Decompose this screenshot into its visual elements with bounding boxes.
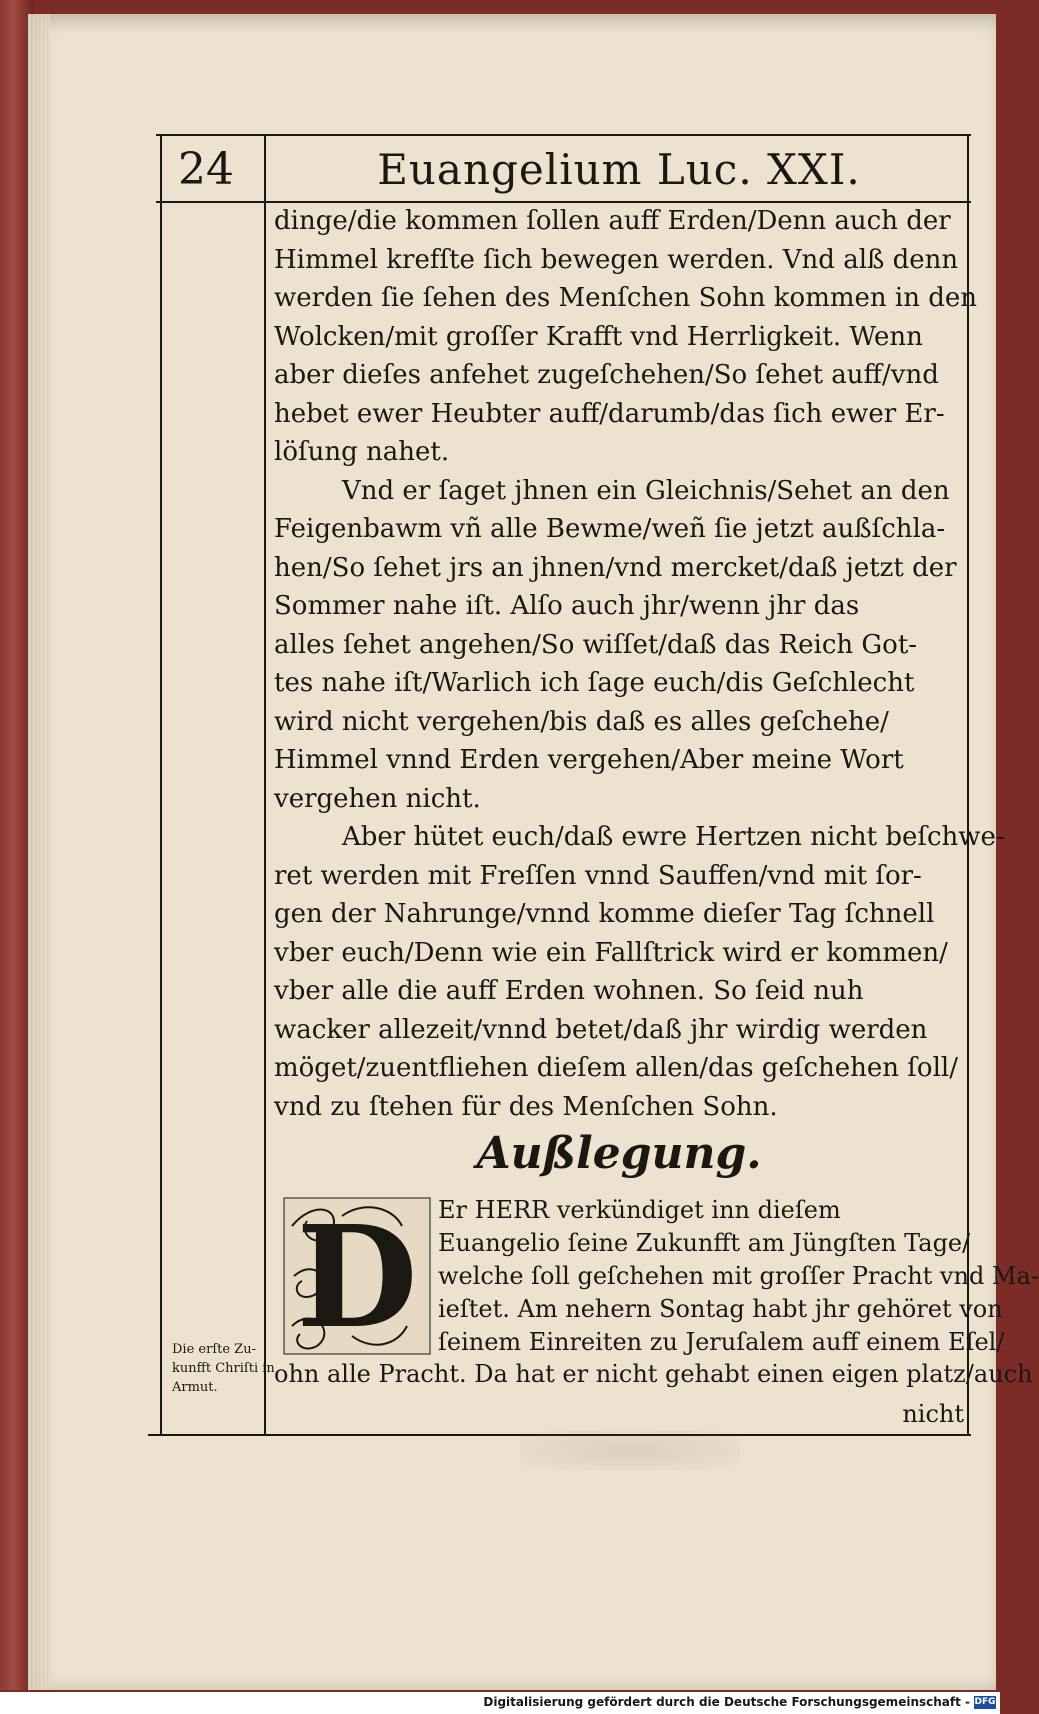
text-line: Euangelio ſeine Zukunfft am Jüngſten Tage/ xyxy=(438,1229,971,1257)
text-line: tes nahe iſt/Warlich ich ſage euch/dis Geſchlecht xyxy=(274,668,915,698)
frame-left-rule xyxy=(160,134,162,1436)
text-line: gen der Nahrunge/vnnd komme dieſer Tag ſchnell xyxy=(274,899,935,929)
page-number: 24 xyxy=(178,144,234,195)
text-line: dinge/die kommen ſollen auff Erden/Denn auch der xyxy=(274,206,951,236)
text-line: ieſtet. Am nehern Sontag habt jhr gehöret von xyxy=(438,1295,1003,1323)
text-line: werden ſie ſehen des Menſchen Sohn kommen in den xyxy=(274,283,978,313)
text-line: ſeinem Einreiten zu Jeruſalem auff einem Eſel/ xyxy=(438,1328,1005,1356)
text-line: Feigenbawm vñ alle Bewme/weñ ſie jetzt außſchla- xyxy=(274,514,946,544)
text-line: möget/zuentfliehen dieſem allen/das geſchehen ſoll/ xyxy=(274,1053,958,1083)
commentary-opening xyxy=(438,1194,1039,1359)
section-heading: Außlegung. xyxy=(476,1128,762,1179)
footer-credit: Digitalisierung gefördert durch die Deutsche Forschungsgemeinschaft - xyxy=(483,1695,970,1709)
text-line: Sommer nahe iſt. Alſo auch jhr/wenn jhr das xyxy=(274,591,860,621)
text-line: welche ſoll geſchehen mit groſſer Pracht vnd Ma- xyxy=(438,1262,1039,1290)
text-line: vnd zu ſtehen für des Menſchen Sohn. xyxy=(274,1091,778,1122)
text-line: Himmel krefſte ſich bewegen werden. Vnd alß denn xyxy=(274,244,959,275)
catchword: nicht xyxy=(902,1400,964,1428)
running-head: Euangelium Luc. XXI. xyxy=(377,145,861,194)
decorated-initial xyxy=(282,1196,432,1360)
text-line: Himmel vnnd Erden vergehen/Aber meine Wort xyxy=(274,745,904,775)
text-line: Wolcken/mit groſſer Krafft vnd Herrligkeit. Wenn xyxy=(274,321,923,352)
text-line: Vnd er ſaget jhnen ein Gleichnis/Sehet an den xyxy=(342,475,950,506)
text-line: aber dieſes anfehet zugeſchehen/So ſehet auff/vnd xyxy=(274,360,939,390)
text-line: Er HERR verkündiget inn dieſem xyxy=(438,1196,841,1224)
page-stack-edges xyxy=(28,14,50,1690)
text-line: löſung nahet. xyxy=(274,437,450,467)
margin-note-line: Die erſte Zu- xyxy=(172,1342,256,1357)
text-line: vber euch/Denn wie ein Fallſtrick wird er kommen/ xyxy=(274,937,948,968)
text-line: vergehen nicht. xyxy=(274,783,481,814)
show-through-stain xyxy=(520,1430,740,1470)
margin-column-rule xyxy=(264,134,266,1436)
text-line: Aber hütet euch/daß ewre Hertzen nicht beſchwe- xyxy=(342,822,1005,852)
text-line: hen/So ſehet jrs an jhnen/vnd mercket/daß jetzt der xyxy=(274,552,957,583)
margin-note-line: Armut. xyxy=(172,1380,218,1395)
text-line: alles ſehet angehen/So wiſſet/daß das Reich Got- xyxy=(274,629,918,660)
dfg-logo: DFG xyxy=(974,1697,996,1707)
margin-note-line: kunfft Chriſti in xyxy=(172,1361,275,1376)
text-line: ret werden mit Freſſen vnnd Sauffen/vnd mit ſor- xyxy=(274,860,922,891)
margin-note xyxy=(172,1340,275,1397)
text-line: wird nicht vergehen/bis daß es alles geſchehe/ xyxy=(274,706,889,737)
text-line: vber alle die auff Erden wohnen. So ſeid nuh xyxy=(274,976,864,1006)
initial-letter: D xyxy=(296,1196,418,1360)
text-line: wacker allezeit/vnnd betet/daß jhr wirdig werden xyxy=(274,1014,928,1045)
commentary-continued xyxy=(274,1358,1033,1397)
text-line: ohn alle Pracht. Da hat er nicht gehabt einen eigen platz/auch xyxy=(274,1360,1033,1388)
text-line: hebet ewer Heubter auff/darumb/das ſich ewer Er- xyxy=(274,398,945,429)
gospel-text xyxy=(274,202,1005,1126)
